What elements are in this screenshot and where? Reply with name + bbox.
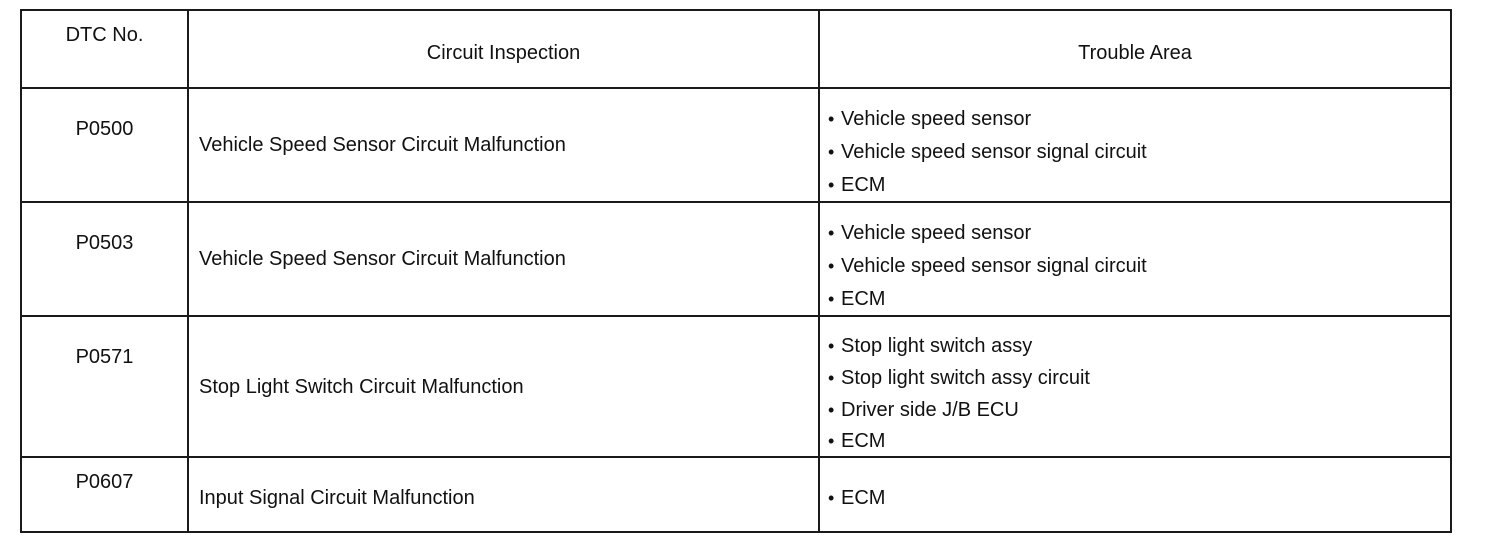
table-row (21, 202, 1451, 316)
table-body (21, 88, 1451, 532)
trouble-area-text: Stop light switch assy circuit (841, 367, 1090, 389)
dtc-code-cell: P0500 (21, 88, 188, 202)
dtc-code-cell: P0607 (21, 457, 188, 532)
trouble-area-text: ECM (841, 430, 886, 452)
bullet-icon: • (828, 108, 835, 129)
trouble-area-list (828, 216, 1450, 315)
bullet-icon: • (828, 141, 835, 162)
list-item (828, 330, 1450, 362)
list-item (828, 168, 1450, 201)
dtc-table (20, 9, 1452, 533)
trouble-area-cell (819, 88, 1451, 202)
table-row (21, 457, 1451, 532)
bullet-icon: • (828, 222, 835, 243)
bullet-icon: • (828, 255, 835, 276)
trouble-area-list (828, 481, 1450, 514)
circuit-inspection-cell: Vehicle Speed Sensor Circuit Malfunction (188, 202, 819, 316)
trouble-area-text: Driver side J/B ECU (841, 399, 1019, 421)
trouble-area-text: Vehicle speed sensor signal circuit (841, 254, 1147, 277)
trouble-area-cell (819, 202, 1451, 316)
bullet-icon: • (828, 368, 835, 388)
trouble-area-text: Vehicle speed sensor (841, 107, 1032, 130)
trouble-area-text: Stop light switch assy (841, 335, 1033, 357)
bullet-icon: • (828, 174, 835, 195)
trouble-area-list (828, 102, 1450, 201)
list-item (828, 102, 1450, 135)
list-item (828, 135, 1450, 168)
trouble-area-text: ECM (841, 287, 886, 310)
dtc-code-cell: P0503 (21, 202, 188, 316)
list-item (828, 282, 1450, 315)
table-row (21, 88, 1451, 202)
trouble-area-text: Vehicle speed sensor (841, 221, 1032, 244)
bullet-icon: • (828, 400, 835, 420)
dtc-code-cell: P0571 (21, 316, 188, 457)
bullet-icon: • (828, 487, 835, 508)
list-item (828, 426, 1450, 456)
circuit-inspection-cell: Stop Light Switch Circuit Malfunction (188, 316, 819, 457)
list-item (828, 481, 1450, 514)
bullet-icon: • (828, 288, 835, 309)
list-item (828, 362, 1450, 394)
list-item (828, 394, 1450, 426)
bullet-icon: • (828, 431, 835, 451)
circuit-inspection-cell: Vehicle Speed Sensor Circuit Malfunction (188, 88, 819, 202)
list-item (828, 249, 1450, 282)
table-header-row (21, 10, 1451, 88)
trouble-area-text: ECM (841, 486, 886, 509)
trouble-area-list (828, 330, 1450, 456)
table-row (21, 316, 1451, 457)
header-dtc-no: DTC No. (21, 10, 188, 88)
circuit-inspection-cell: Input Signal Circuit Malfunction (188, 457, 819, 532)
trouble-area-cell (819, 316, 1451, 457)
trouble-area-cell (819, 457, 1451, 532)
header-circuit-inspection: Circuit Inspection (188, 10, 819, 88)
trouble-area-text: Vehicle speed sensor signal circuit (841, 140, 1147, 163)
header-trouble-area: Trouble Area (819, 10, 1451, 88)
bullet-icon: • (828, 336, 835, 356)
list-item (828, 216, 1450, 249)
trouble-area-text: ECM (841, 173, 886, 196)
